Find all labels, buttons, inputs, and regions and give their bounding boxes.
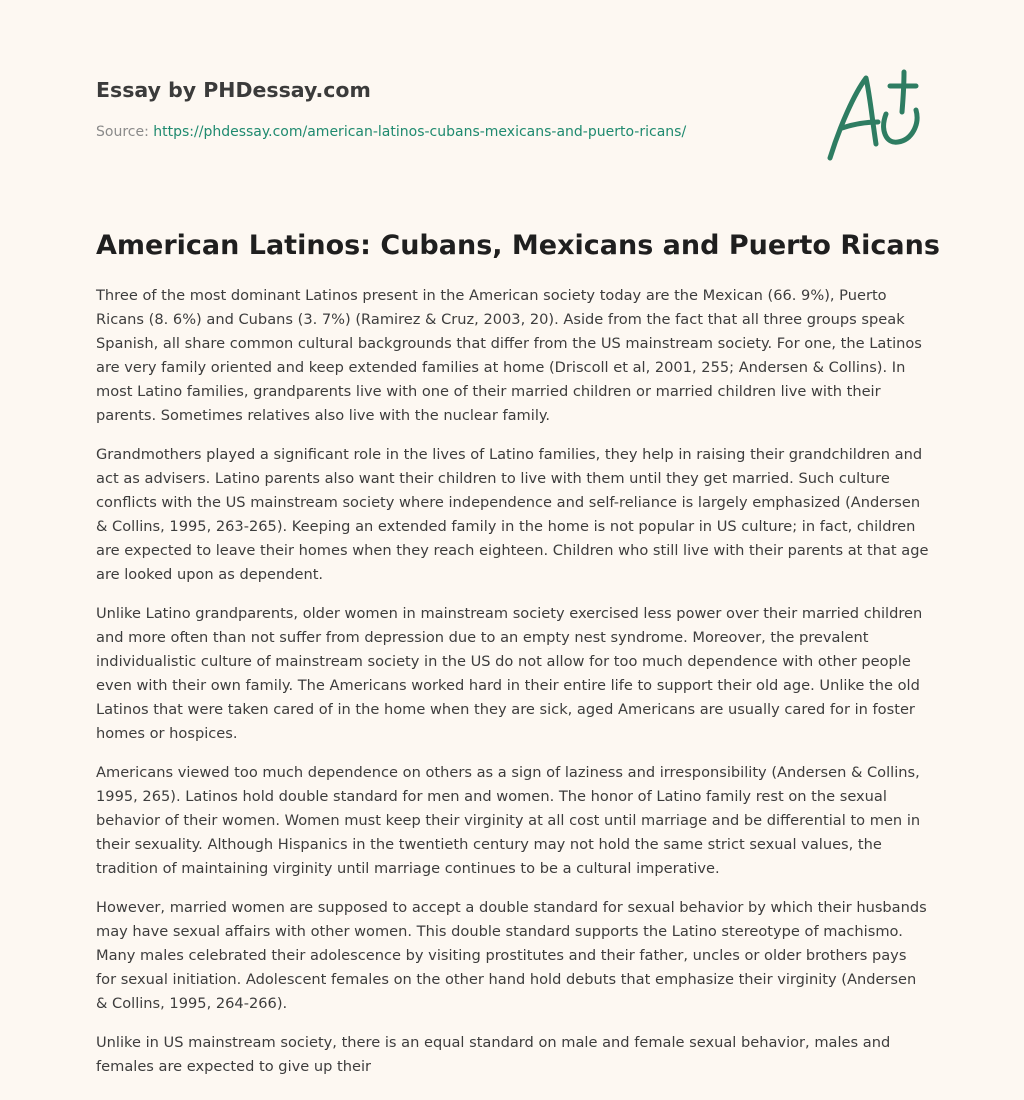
source-link[interactable]: https://phdessay.com/american-latinos-cubans-mexicans-and-puerto-ricans/ xyxy=(153,124,687,140)
essay-paragraph: Americans viewed too much dependence on others as a sign of laziness and irresponsibility (Andersen & Collins, 1995, 265). Latinos hold double standard for men and women. The honor of Latino family rest on the sexual behavior of their women. Women must keep their virginity at all cost until marriage and be differential to men in their sexuality. Although Hispanics in the twentieth century may not hold the same strict sexual values, the tradition of maintaining virginity until marriage continues to be a cultural imperative. xyxy=(96,764,921,877)
brand-title: Essay by PHDessay.com xyxy=(96,78,371,102)
essay-paragraph: Unlike in US mainstream society, there is an equal standard on male and female sexual behavior, males and females are expected to give up their xyxy=(96,1034,891,1075)
essay-paragraph: Unlike Latino grandparents, older women in mainstream society exercised less power over their married children and more often than not suffer from depression due to an empty nest syndrome. Moreover, the prevalent individualistic culture of mainstream society in the US do not allow for too much dependence with other people even with their own family. The Americans worked hard in their entire life to support their old age. Unlike the old Latinos that were taken cared of in the home when they are sick, aged Americans are usually cared for in foster homes or hospices. xyxy=(96,605,923,742)
essay-body xyxy=(96,284,930,1094)
essay-paragraph: Grandmothers played a significant role in the lives of Latino families, they help in raising their grandchildren and act as advisers. Latino parents also want their children to live with them until they get married. Such culture conflicts with the US mainstream society where independence and self-reliance is largely emphasized (Andersen & Collins, 1995, 263-265). Keeping an extended family in the home is not popular in US culture; in fact, children are expected to leave their homes when they reach eighteen. Children who still live with their parents at that age are looked upon as dependent. xyxy=(96,446,929,583)
source-line xyxy=(96,122,796,142)
essay-paragraph: Three of the most dominant Latinos present in the American society today are the Mexican (66. 9%), Puerto Ricans (8. 6%) and Cubans (3. 7%) (Ramirez & Cruz, 2003, 20). Aside from the fact that all three groups speak Spanish, all share common cultural backgrounds that differ from the US mainstream society. For one, the Latinos are very family oriented and keep extended families at home (Driscoll et al, 2001, 255; Andersen & Collins). In most Latino families, grandparents live with one of their married children or married children live with their parents. Sometimes relatives also live with the nuclear family. xyxy=(96,287,922,424)
source-label: Source: xyxy=(96,124,149,140)
essay-paragraph: However, married women are supposed to accept a double standard for sexual behavior by which their husbands may have sexual affairs with other women. This double standard supports the Latino stereotype of machismo. Many males celebrated their adolescence by visiting prostitutes and their father, uncles or older brothers pays for sexual initiation. Adolescent females on the other hand hold debuts that emphasize their virginity (Andersen & Collins, 1995, 264-266). xyxy=(96,899,927,1012)
page-header xyxy=(96,72,796,142)
a-plus-grade-icon xyxy=(820,66,930,166)
essay-title: American Latinos: Cubans, Mexicans and Puerto Ricans xyxy=(96,230,940,261)
